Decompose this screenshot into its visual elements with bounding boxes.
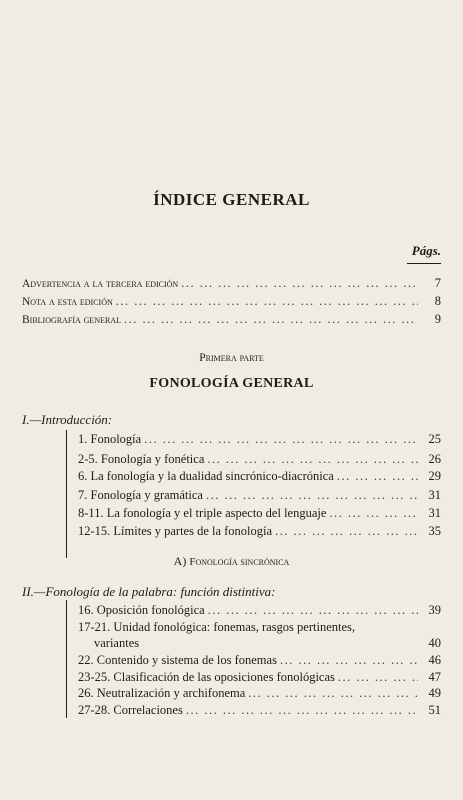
entry-page: 51: [428, 703, 441, 717]
toc-entry: [78, 432, 441, 447]
dot-leader: [280, 653, 418, 668]
dot-leader: [116, 294, 418, 309]
entry-page: 31: [428, 506, 441, 520]
dot-leader: [337, 469, 418, 484]
entry-label: 8-11. La fonología y el triple aspecto del lenguaje: [78, 506, 327, 520]
subsection-prefix: A): [173, 554, 187, 568]
dot-leader: [186, 703, 418, 718]
chapter-heading: II.—Fonología de la palabra: función distintiva:: [22, 584, 276, 599]
dot-leader: [206, 488, 418, 503]
entry-label: 1. Fonología: [78, 432, 142, 446]
pages-column-rule: [407, 263, 441, 264]
dot-leader: [338, 670, 418, 685]
entry-page: 29: [428, 469, 441, 483]
part-kicker: Primera parte: [199, 352, 264, 364]
entry-label: 16. Oposición fonológica: [78, 603, 205, 617]
entry-label: 2-5. Fonología y fonética: [78, 452, 205, 466]
toc-entry-continuation: [94, 636, 441, 651]
entry-label: Advertencia a la tercera edición: [22, 278, 179, 290]
chapter-heading: I.—Introducción:: [22, 412, 113, 427]
entry-label: Bibliografía general: [22, 314, 121, 326]
index-title: ÍNDICE GENERAL: [153, 190, 310, 209]
dot-leader: [124, 312, 418, 327]
subsection-label: Fonología sincrónica: [189, 556, 290, 568]
toc-entry: [78, 620, 441, 635]
entry-page: 9: [434, 312, 441, 326]
subsection-heading: [0, 554, 463, 569]
entry-page: 8: [434, 294, 441, 308]
entry-page: 7: [434, 276, 441, 290]
entry-label: 6. La fonología y la dualidad sincrónico-diacrónica: [78, 469, 334, 483]
entry-label: 26. Neutralización y archifonema: [78, 686, 246, 700]
entry-label: 17-21. Unidad fonológica: fonemas, rasgos pertinentes,: [78, 620, 356, 634]
dot-leader: [207, 452, 418, 467]
dot-leader: [329, 506, 418, 521]
entry-label: 7. Fonología y gramática: [78, 488, 203, 502]
toc-entry: [78, 506, 441, 521]
dot-leader: [275, 524, 418, 539]
toc-entry: [78, 686, 441, 701]
entry-label: Nota a esta edición: [22, 296, 113, 308]
toc-entry: [22, 312, 441, 327]
entry-page: 49: [428, 686, 441, 700]
entry-page: 46: [428, 653, 441, 667]
entry-page: 47: [428, 670, 441, 684]
entry-label: 27-28. Correlaciones: [78, 703, 183, 717]
toc-entry: [78, 469, 441, 484]
entry-label: 22. Contenido y sistema de los fonemas: [78, 653, 277, 667]
pages-column-label: Págs.: [411, 243, 441, 258]
toc-entry: [78, 670, 441, 685]
toc-entry: [22, 294, 441, 309]
dot-leader: [144, 432, 418, 447]
entry-label: variantes: [94, 636, 140, 650]
part-title: FONOLOGÍA GENERAL: [149, 376, 314, 391]
entry-label: 23-25. Clasificación de las oposiciones fonológicas: [78, 670, 335, 684]
toc-entry: [22, 276, 441, 291]
dot-leader: [208, 603, 418, 618]
toc-entry: [78, 653, 441, 668]
toc-entry: [78, 452, 441, 467]
dot-leader: [181, 276, 418, 291]
entry-page: 39: [428, 603, 441, 617]
entry-page: 25: [428, 432, 441, 446]
section-bracket: [66, 430, 67, 558]
toc-entry: [78, 703, 441, 718]
entry-page: 40: [428, 636, 441, 650]
toc-entry: [78, 524, 441, 539]
entry-page: 35: [428, 524, 441, 538]
entry-page: 26: [428, 452, 441, 466]
section-bracket: [66, 600, 67, 718]
entry-page: 31: [428, 488, 441, 502]
toc-entry: [78, 488, 441, 503]
entry-label: 12-15. Límites y partes de la fonología: [78, 524, 273, 538]
dot-leader: [248, 686, 418, 701]
toc-entry: [78, 603, 441, 618]
